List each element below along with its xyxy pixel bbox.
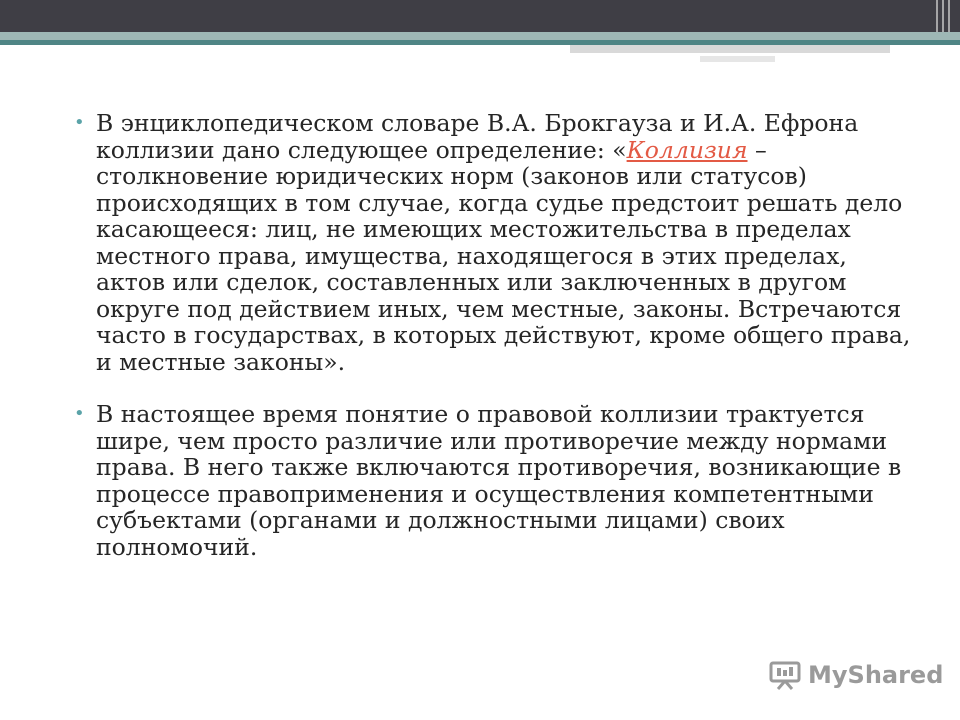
paragraph-text-end: – столкновение юридических норм (законов или статусов) происходящих в том случае, когда судье предстоит решать дело касающееся: лиц, не имеющих местожительства в пределах местного права, имущества, находящегося в этих пределах, актов или сделок, составленных или заключенных в другом округе под действием иных, чем местные, законы. Встречаются часто в государствах, в которых действуют, кроме общего права, и местные законы». — [96, 135, 911, 376]
bullet-item-modern-concept — [74, 401, 914, 560]
watermark — [768, 657, 943, 693]
paragraph-text: В настоящее время понятие о правовой коллизии трактуется шире, чем просто различие или противоречие между нормами права. В него также включаются противоречия, возникающие в процессе правоприменения и осуществления компетентными субъектами (органами и должностными лицами) своих полномочий. — [96, 400, 902, 561]
teal-band-light — [0, 32, 960, 40]
slide-content — [74, 110, 914, 560]
term-link[interactable]: Коллизия — [626, 135, 748, 164]
gray-band-small — [700, 56, 775, 62]
bullet-icon: • — [74, 112, 85, 133]
gray-band — [570, 45, 890, 53]
watermark-text: MyShared — [808, 661, 944, 689]
presentation-board-icon — [768, 658, 802, 692]
bullet-item-definition — [74, 110, 914, 375]
bullet-icon: • — [74, 403, 85, 424]
top-bar — [0, 0, 960, 32]
paragraph-text-start: В энциклопедическом словаре В.А. Брокгауза и И.А. Ефрона коллизии дано следующее определение: « — [96, 109, 859, 164]
decorative-stripes — [936, 0, 954, 32]
